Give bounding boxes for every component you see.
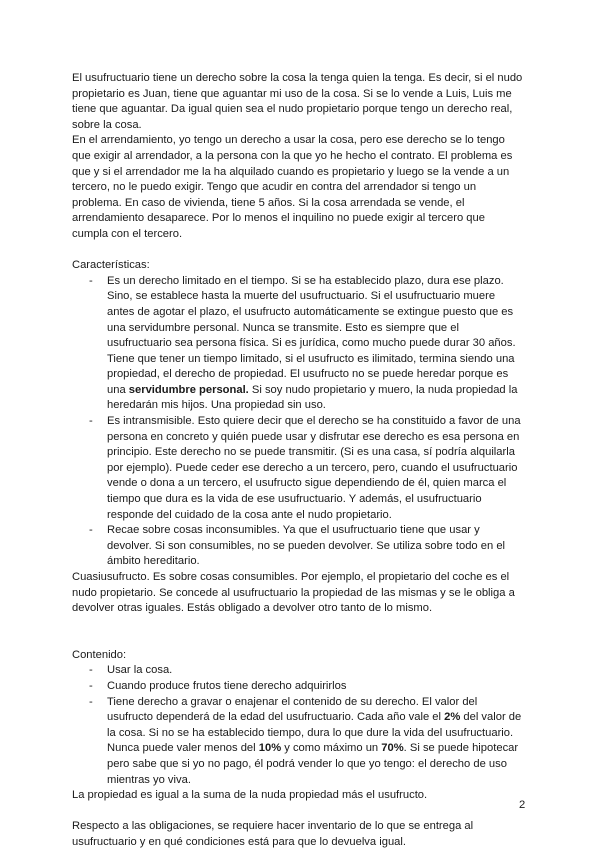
- intro-paragraph-1: El usufructuario tiene un derecho sobre la cosa la tenga quien la tenga. Es decir, si el nudo propietario es Juan, tiene que aguantar mi uso de la cosa. Si se lo vende a Luis, Luis me tiene que aguantar. Da igual quien sea el nudo propietario porque tengo un derecho real, sobre la cosa.: [72, 72, 523, 131]
- list-item: - Es un derecho limitado en el tiempo. Si se ha establecido plazo, dura ese plazo. Sino, se establece hasta la muerte del usufructuario. Si el usufructuario muere antes de agotar el plazo, el usufructo automáticamente se extingue puesto que es una servidumbre personal. Nunca se transmite. Esto es siempre que el usufructuario sea persona física. Si es jurídica, como mucho puede durar 30 años. Tiene que tener un tiempo limitado, si el usufructo es ilimitado, termina siendo una propiedad, el derecho de propiedad. El usufructo no se puede heredar porque es una servidumbre personal. Si soy nudo propietario y muero, la nuda propiedad la heredarán mis hijos. Una propiedad sin uso.: [107, 274, 524, 414]
- list-item: - Es intransmisible. Esto quiere decir que el derecho se ha constituido a favor de una persona en concreto y quién puede usar y disfrutar ese derecho es esa persona en principio. Este derecho no se puede transmitir. (Si es una casa, sí podría alquilarla por ejemplo). Puede ceder ese derecho a un tercero, pero, cuando el usufructuario vende o dona a un tercero, el usufructo sigue dependiendo de él, quien marca el tiempo que dura es la vida de ese usufructuario. Y además, el usufructuario responde del cuidado de la cosa ante el nudo propietario.: [107, 414, 524, 523]
- intro-paragraph-2: En el arrendamiento, yo tengo un derecho a usar la cosa, pero ese derecho se lo tengo que exigir al arrendador, a la persona con la que yo he hecho el contrato. El problema es que y si el arrendador me la ha alquilado cuando es propietario y luego se la vende a un tercero, no le puedo exigir. Tengo que acudir en contra del arrendador si tengo un problema. En caso de vivienda, tiene 5 años. Si la cosa arrendada se vende, el arrendamiento desaparece. Por lo menos el inquilino no puede exigir al tercero que cumpla con el tercero.: [72, 134, 513, 240]
- contenido-list: [72, 663, 524, 788]
- document-body: [72, 71, 524, 851]
- list-item: - Usar la cosa.: [107, 663, 524, 679]
- obligaciones-paragraph: Respecto a las obligaciones, se requiere hacer inventario de lo que se entrega al usufructuario y en qué condiciones está para que lo devuelva igual.: [72, 820, 474, 848]
- cuasiusufructo-paragraph: Cuasiusufructo. Es sobre cosas consumibles. Por ejemplo, el propietario del coche es el nudo propietario. Se concede al usufructuario la propiedad de las mismas y se le obliga a devolver otras iguales. Estás obligado a devolver otro tanto de lo mismo.: [72, 571, 515, 615]
- propiedad-paragraph: La propiedad es igual a la suma de la nuda propiedad más el usufructo.: [72, 789, 428, 802]
- caracteristicas-heading: Características:: [72, 259, 150, 272]
- contenido-heading: Contenido:: [72, 648, 127, 661]
- caracteristicas-list: [72, 274, 524, 570]
- list-item: - Cuando produce frutos tiene derecho adquirirlos: [107, 679, 524, 695]
- page-number: 2: [519, 799, 526, 811]
- list-item: - Recae sobre cosas inconsumibles. Ya que el usufructuario tiene que usar y devolver. Si son consumibles, no se pueden devolver. Se utiliza sobre todo en el ámbito hereditario.: [107, 523, 524, 570]
- bold-text: servidumbre personal.: [128, 383, 249, 396]
- list-item: - Tiene derecho a gravar o enajenar el contenido de su derecho. El valor del usufructo dependerá de la edad del usufructuario. Cada año vale el 2% del valor de la cosa. Si no se ha establecido tiempo, dura lo que dure la vida del usufructuario. Nunca puede valer menos del 10% y como máximo un 70%. Si se puede hipotecar pero sabe que si yo no pago, él podrá vender lo que yo tengo: el derecho de uso mientras yo viva.: [107, 695, 524, 789]
